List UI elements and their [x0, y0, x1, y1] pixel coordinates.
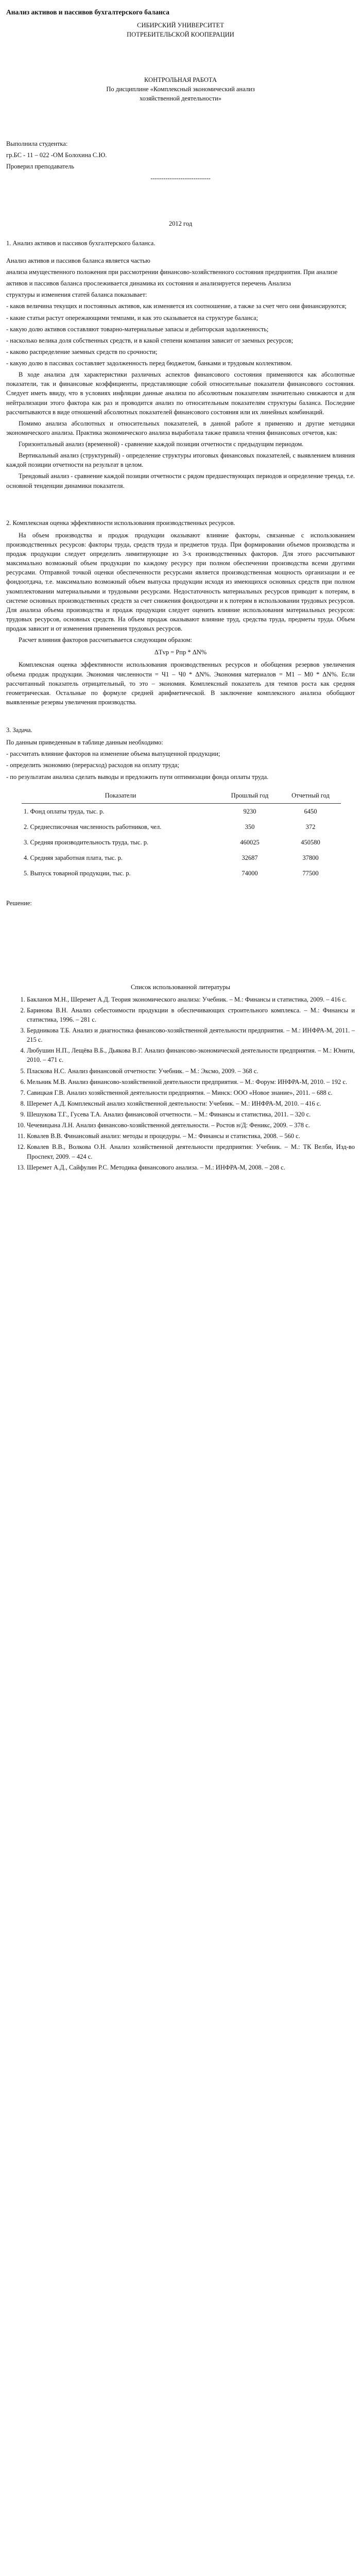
- section-1-line: анализа имущественного положения при рассмотрении финансово-хозяйственного состояния предприятия. При анализе: [6, 268, 338, 276]
- prev-year-value: 32687: [242, 854, 258, 862]
- section-3-title: 3. Задача.: [6, 726, 32, 734]
- section-1-paragraph: Помимо анализа абсолютных и относительных показателей, в данной работе я применяю и другие методики экономического анализа. Практика экономического анализа выработала также правила чтения финансовых отчетов, как:: [6, 419, 355, 436]
- table-header-row: [22, 788, 341, 804]
- reference-item: 10. Чечевицына Л.Н. Анализ финансово-хозяйственной деятельности. – Ростов н/Д: Феникс, 2009. – 378 с.: [27, 1121, 355, 1130]
- reference-item: 3. Бердникова Т.Б. Анализ и диагностика финансово-хозяйственной деятельности предприятия. – М.: ИНФРА-М, 2011. – 215 с.: [27, 1026, 355, 1044]
- report-year-value: 77500: [302, 870, 319, 877]
- reference-item: 8. Шеремет А.Д. Комплексный анализ хозяйственной деятельности: Учебник. – М.: ИНФРА-М, 2010. – 416 с.: [27, 1099, 355, 1108]
- section-2-title: 2. Комплексная оценка эффективности использования производственных ресурсов.: [6, 519, 235, 527]
- discipline-line-1: По дисциплине «Комплексный экономический анализ: [106, 85, 255, 93]
- table-row: [22, 835, 341, 850]
- reference-item: 4. Любушин Н.П., Лещёва В.Б., Дьякова В.Г. Анализ финансово-экономической деятельности предприятия. – М.: Юнити, 2010. – 471 с.: [27, 1046, 355, 1064]
- document: [0, 0, 361, 1194]
- section-1-title: 1. Анализ активов и пассивов бухгалтерского баланса.: [6, 239, 156, 247]
- reference-item: 5. Пласкова Н.С. Анализ финансовой отчетности: Учебник. – М.: Эксмо, 2009. – 368 с.: [27, 1066, 355, 1076]
- cooperation-name: ПОТРЕБИТЕЛЬСКОЙ КООПЕРАЦИИ: [127, 30, 234, 38]
- reference-item: 7. Савицкая Г.В. Анализ хозяйственной деятельности предприятия. – Минск: ООО «Новое знание», 2011. – 688 с.: [27, 1088, 355, 1097]
- row-label: 2. Среднесписочная численность работников, чел.: [24, 823, 162, 831]
- work-type: КОНТРОЛЬНАЯ РАБОТА: [144, 76, 217, 83]
- report-year-value: 6450: [304, 807, 317, 815]
- section-1-line: Анализ активов и пассивов баланса является частью: [6, 257, 150, 264]
- document-title: Анализ активов и пассивов бухгалтерского баланса: [6, 8, 169, 16]
- references-title: Список использованной литературы: [130, 983, 231, 991]
- column-header: Отчетный год: [280, 788, 341, 804]
- reference-item: 6. Мельник М.В. Анализ финансово-хозяйственной деятельности предприятия. – М.: Форум: ИНФРА-М, 2010. – 192 с.: [27, 1077, 355, 1087]
- reference-item: 13. Шеремет А.Д., Сайфулин Р.С. Методика финансового анализа. – М.: ИНФРА-М, 2008. – 208 с.: [27, 1163, 355, 1172]
- section-1-paragraph: Трендовый анализ - сравнение каждой позиции отчетности с рядом предшествующих периодов и определение тренда, т.е. основной тенденции динамики показателя.: [6, 472, 355, 489]
- table-row: [22, 866, 341, 881]
- table-row: [22, 850, 341, 866]
- column-header: Прошлый год: [219, 788, 280, 804]
- report-year-value: 372: [305, 823, 316, 831]
- reference-item: 11. Ковалев В.В. Финансовый анализ: методы и процедуры. – М.: Финансы и статистика, 2008. – 560 с.: [27, 1131, 355, 1141]
- section-1-paragraph: Вертикальный анализ (структурный) - определение структуры итоговых финансовых показателей, с выявлением влияния каждой позиции отчетности на результат в целом.: [6, 452, 355, 469]
- section-1-bullet: - каково распределение заемных средств по срочности;: [6, 348, 158, 355]
- references-list: [6, 995, 355, 1172]
- section-1-bullet: - какую долю активов составляют товарно-материальные запасы и дебиторская задолженность;: [6, 325, 269, 333]
- report-year-value: 37800: [302, 854, 319, 862]
- checked-by: Проверил преподаватель: [6, 163, 75, 171]
- teacher-blank: ----------------------------: [150, 174, 211, 182]
- row-label: 5. Выпуск товарной продукции, тыс. р.: [24, 870, 131, 877]
- section-1-bullet: - какую долю в пассивах составляет задолженность перед бюджетом, банками и трудовым коллективом.: [6, 360, 293, 367]
- section-1-bullet: - каков величина текущих и постоянных активов, как изменяется их соотношение, а также за счет чего они финансируются;: [6, 302, 347, 310]
- section-2-paragraph: На объем производства и продаж продукции оказывают влияние факторы, связанные с использованием производственных ресурсов: факторы труда, средств труда и предметов труда. При формировании объемов производства и продаж продукции следует определить лимитирующие из 3-х производственных факторов. Для этого рассчитывают максимально возможный объем продукции по каждому ресурсу при полном обеспечении производства всеми другими ресурсами. Отправной точкой оценки обеспеченности ресурсами является производственная мощность организации и ее фондоотдача, т.е. максимально возможный объем выпуска продукции исходя из имеющихся основных средств при полном укомплектовании материальными и трудовыми ресурсами. Недостаточность материальных ресурсов приводит к потерям, в системе основных производственных средств за счет снижения фондоотдачи и к потерям в использовании трудовых ресурсов. Для анализа объема производства и продаж продукции следует оценить влияние использования материальных ресурсов: трудовых ресурсов, основных средств. На объем продаж оказывают влияние труд, средства труда, предметы труда. Объем продаж зависит и от изменения применения трудовых ресурсов.: [6, 531, 355, 633]
- reference-item: 1. Бакланов М.Н., Шеремет А.Д. Теория экономического анализа: Учебник. – М.: Финансы и статистика, 2009. – 416 с.: [27, 995, 355, 1004]
- student-group: гр.БС - 11 – 022 -ОМ Болохина С.Ю.: [6, 151, 107, 159]
- indicators-table: [22, 788, 341, 882]
- table-row: [22, 803, 341, 819]
- prev-year-value: 9230: [243, 807, 256, 815]
- task-item: - определить экономию (перерасход) расходов на оплату труда;: [6, 761, 179, 769]
- prev-year-value: 350: [245, 823, 255, 831]
- section-2-paragraph: Расчет влияния факторов рассчитывается следующим образом:: [19, 636, 193, 644]
- solution-label: Решение:: [6, 900, 32, 907]
- report-year-value: 450580: [301, 839, 320, 846]
- section-1-bullet: - насколько велика доля собственных средств, и в какой степени компания зависит от заемных ресурсов;: [6, 336, 294, 344]
- year: 2012 год: [168, 219, 193, 227]
- row-label: 1. Фонд оплаты труда, тыс. р.: [24, 807, 105, 815]
- task-intro: По данным приведенным в таблице данным необходимо:: [6, 739, 163, 747]
- column-header: Показатели: [22, 788, 219, 804]
- task-item: - рассчитать влияние факторов на изменение объема выпущенной продукции;: [6, 750, 220, 758]
- section-1-paragraph: Горизонтальный анализ (временной) - сравнение каждой позиции отчетности с предыдущим периодом.: [19, 440, 304, 448]
- section-1-line: активов и пассивов баланса прослеживается динамика их состояния и анализируется перечень Анализа: [6, 280, 291, 287]
- table-row: [22, 819, 341, 835]
- section-1-paragraph: В ходе анализа для характеристики различных аспектов финансового состояния применяются как абсолютные показатели, так и финансовые коэффициенты, представляющие собой относительные показатели финансового состояния. Следует иметь ввиду, что в условиях инфляции данные анализа по абсолютным показателям значительно снижаются и для нейтрализации этого фактора как раз и проводится анализ по относительным показателям структуры баланса. Последние рассчитываются в виде отношений абсолютных показателей финансового состояния или их линейных комбинаций.: [6, 371, 355, 416]
- university-name: СИБИРСКИЙ УНИВЕРСИТЕТ: [137, 21, 224, 29]
- discipline-line-2: хозяйственной деятельности»: [139, 95, 222, 103]
- factor-formula: ΔTvp = Pпр * ΔN%: [154, 649, 207, 656]
- prev-year-value: 74000: [242, 870, 258, 877]
- performed-by: Выполнила студентка:: [6, 140, 68, 148]
- prev-year-value: 460025: [240, 839, 260, 846]
- reference-item: 2. Баринова В.Н. Анализ себестоимости продукции в обеспечивающих строительного комплекса. – М.: Финансы и статистика, 1996. – 281 с.: [27, 1006, 355, 1024]
- reference-item: 12. Ковалев В.В., Волкова О.Н. Анализ хозяйственной деятельности предприятия: Учебник. – М.: ТК Велби, Изд-во Проспект, 2009. – 424 с.: [27, 1142, 355, 1161]
- section-2-paragraph: Комплексная оценка эффективности использования производственных ресурсов и обобщения резервов увеличения объема продаж продукции. Экономия численности = Ч1 – Ч0 * ΔN%. Экономия материалов = М1 – М0 * ΔN%. Если рассчитанный показатель отрицательный, то это – экономия. Комплексный показатель для темпов роста как средняя геометрическая. Остальные по формуле средней арифметической. В заключение комплексного анализа обобщают выявленные резервы увеличения производства.: [6, 661, 355, 706]
- row-label: 3. Средняя производительность труда, тыс. р.: [24, 839, 149, 846]
- section-1-line: структуры и изменения статей баланса показывает:: [6, 291, 147, 299]
- task-item: - по результатам анализа сделать выводы и предложить пути оптимизации фонда оплаты труда.: [6, 773, 269, 781]
- row-label: 4. Средняя заработная плата, тыс. р.: [24, 854, 123, 862]
- section-1-bullet: - какие статьи растут опережающими темпами, и как это сказывается на структуре баланса;: [6, 314, 258, 321]
- reference-item: 9. Шешукова Т.Г., Гусева Т.А. Анализ финансовой отчетности. – М.: Финансы и статистика, 2011. – 320 с.: [27, 1110, 355, 1119]
